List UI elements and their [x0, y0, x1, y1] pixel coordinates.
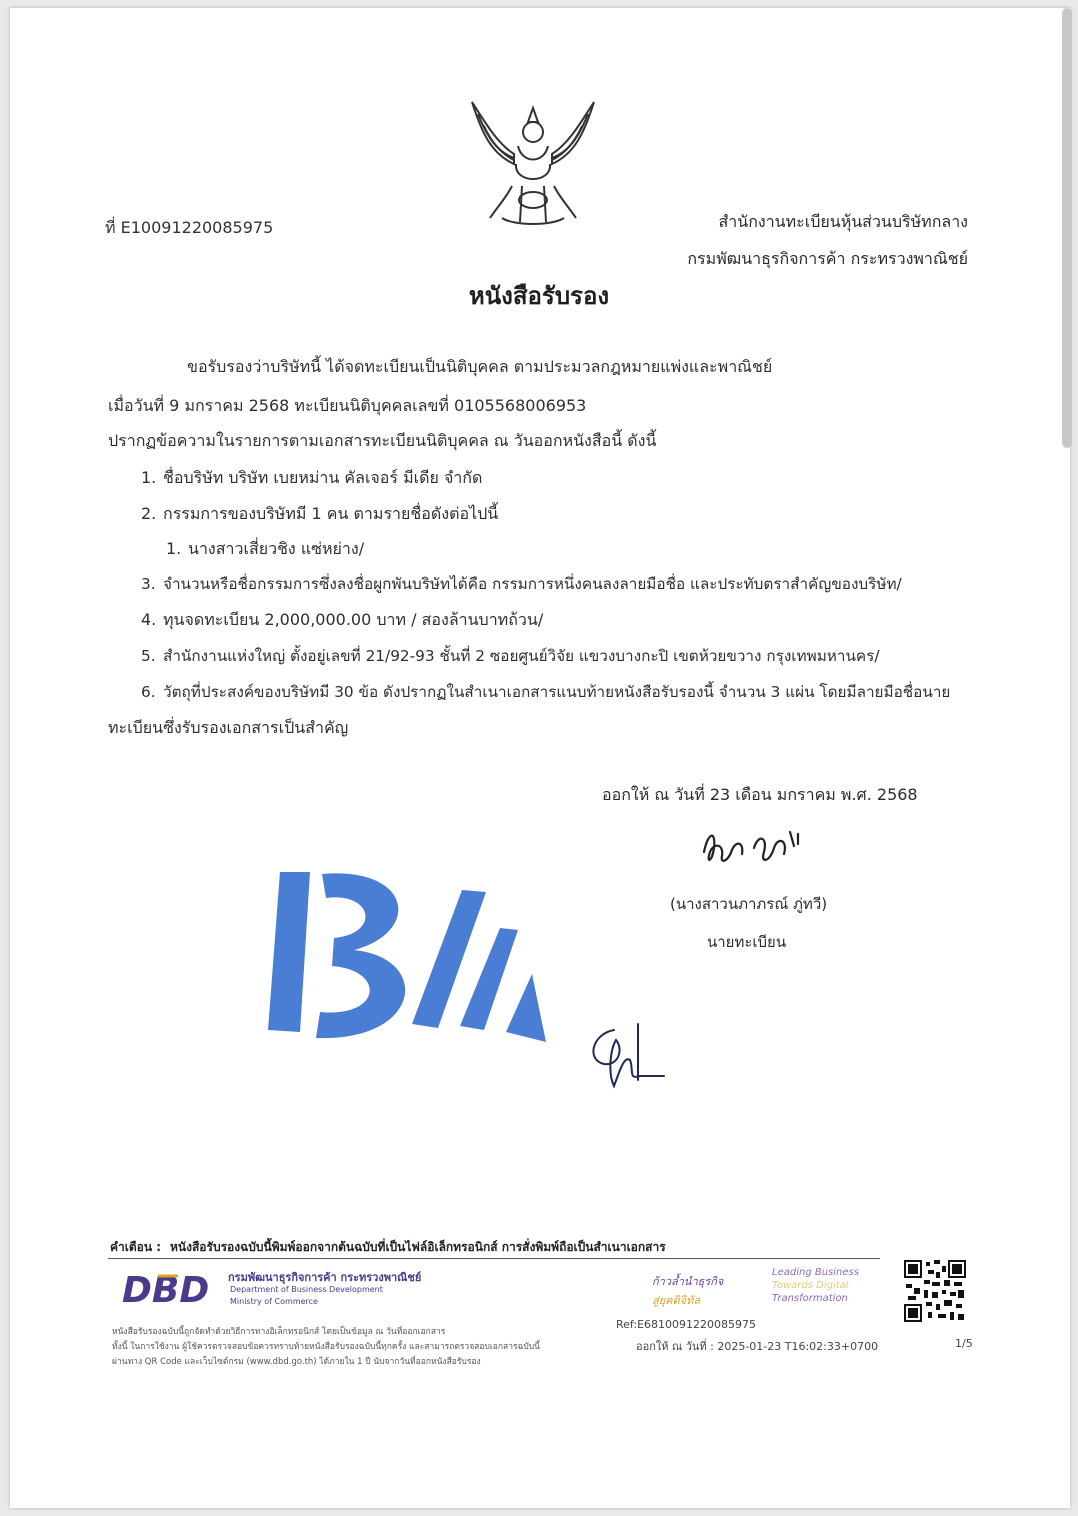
reference-code: Ref:E6810091220085975	[616, 1318, 757, 1331]
list-item-continuation: ทะเบียนซึ่งรับรองเอกสารเป็นสำคัญ	[108, 718, 349, 737]
warning-text: หนังสือรับรองฉบับนี้พิมพ์ออกจากต้นฉบับที่เป็นไฟล์อิเล็กทรอนิกส์ การสั่งพิมพ์ถือเป็นสำเนาเอกสาร	[170, 1240, 666, 1254]
document-title: หนังสือรับรอง	[468, 282, 610, 310]
warning-label: คำเตือน :	[110, 1240, 162, 1254]
list-item: 3. จำนวนหรือชื่อกรรมการซึ่งลงชื่อผูกพันบริษัทได้คือ กรรมการหนึ่งคนลงลายมือชื่อ และประทับตราสำคัญของบริษัท/	[141, 575, 902, 593]
list-item: 4. ทุนจดทะเบียน 2,000,000.00 บาท / สองล้านบาทถ้วน/	[141, 610, 544, 629]
svg-text:DBD: DBD	[122, 1270, 210, 1308]
scrollbar[interactable]	[1062, 8, 1072, 448]
list-item: 1. ชื่อบริษัท บริษัท เบยหม่าน คัลเจอร์ มีเดีย จำกัด	[141, 468, 483, 487]
garuda-emblem-icon	[462, 94, 604, 234]
fine-print-line-2: ทั้งนี้ ในการใช้งาน ผู้ใช้ควรตรวจสอบข้อควรทราบท้ายหนังสือรับรองฉบับนี้ทุกครั้ง และสามารถตรวจสอบเอกสารฉบับนี้	[112, 1342, 540, 1352]
registrar-name: (นางสาวนภาภรณ์ ภู่ทวี)	[670, 895, 828, 913]
dbd-thai-name: กรมพัฒนาธุรกิจการค้า กระทรวงพาณิชย์	[228, 1271, 422, 1284]
intro-line-1: ขอรับรองว่าบริษัทนี้ ได้จดทะเบียนเป็นนิติบุคคล ตามประมวลกฎหมายแพ่งและพาณิชย์	[187, 357, 773, 376]
issue-date: ออกให้ ณ วันที่ 23 เดือน มกราคม พ.ศ. 2568	[602, 785, 918, 804]
dbd-logo-icon	[120, 1268, 222, 1308]
footer-divider	[108, 1258, 880, 1259]
list-item: 5. สำนักงานแห่งใหญ่ ตั้งอยู่เลขที่ 21/92-93 ชั้นที่ 2 ซอยศูนย์วิจัย แขวงบางกะปิ เขตห้วยขวาง กรุงเทพมหานคร/	[141, 647, 880, 665]
fine-print-line-1: หนังสือรับรองฉบับนี้ถูกจัดทำด้วยวิธีการทางอิเล็กทรอนิกส์ โดยเป็นข้อมูล ณ วันที่ออกเอกสาร	[112, 1327, 446, 1337]
company-stamp-logo	[262, 862, 552, 1052]
fine-print-line-3: ผ่านทาง QR Code และเว็บไซต์กรม (www.dbd.go.th) ได้ภายใน 1 ปี นับจากวันที่ออกหนังสือรับรอง	[112, 1357, 481, 1367]
office-name: สำนักงานทะเบียนหุ้นส่วนบริษัทกลาง	[718, 212, 968, 231]
slogan-thai-1: ก้าวล้ำนำธุรกิจ	[652, 1275, 724, 1288]
ministry-english-name: Ministry of Commerce	[230, 1297, 318, 1306]
intro-line-2: เมื่อวันที่ 9 มกราคม 2568 ทะเบียนนิติบุคคลเลขที่ 0105568006953	[108, 396, 587, 415]
list-item: 6. วัตถุที่ประสงค์ของบริษัทมี 30 ข้อ ดังปรากฏในสำเนาเอกสารแนบท้ายหนังสือรับรองนี้ จำนวน 3 แผ่น โดยมีลายมือชื่อนาย	[141, 683, 951, 701]
registrar-title: นายทะเบียน	[707, 933, 787, 951]
reference-number: ที่ E10091220085975	[105, 218, 274, 237]
slogan-english-2: Towards Digital	[772, 1280, 849, 1291]
registrar-signature	[698, 822, 808, 872]
slogan-english-1: Leading Business	[772, 1267, 859, 1278]
slogan-thai-2: สู่ยุคดิจิทัล	[652, 1294, 701, 1307]
page-number: 1/5	[955, 1337, 973, 1350]
issued-timestamp: ออกให้ ณ วันที่ : 2025-01-23 T16:02:33+0700	[636, 1340, 879, 1353]
slogan-english-3: Transformation	[772, 1293, 848, 1304]
list-item: 1. นางสาวเสี่ยวชิง แซ่หย่าง/	[166, 539, 365, 558]
intro-line-3: ปรากฏข้อความในรายการตามเอกสารทะเบียนนิติบุคคล ณ วันออกหนังสือนี้ ดังนี้	[108, 431, 657, 450]
list-item: 2. กรรมการของบริษัทมี 1 คน ตามรายชื่อดังต่อไปนี้	[141, 504, 499, 523]
qr-code-icon	[904, 1260, 966, 1322]
dbd-english-name: Department of Business Development	[230, 1285, 383, 1294]
company-signature	[584, 1020, 674, 1092]
department-name: กรมพัฒนาธุรกิจการค้า กระทรวงพาณิชย์	[687, 249, 968, 268]
